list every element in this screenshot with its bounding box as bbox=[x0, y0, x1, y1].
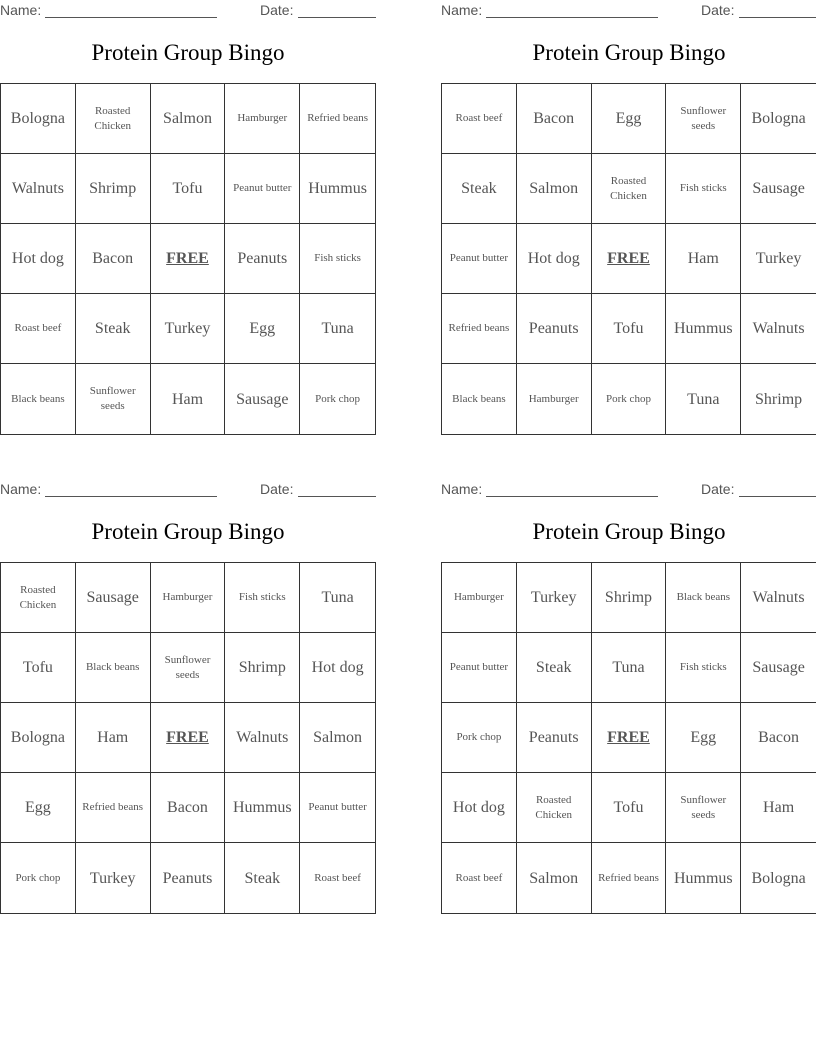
bingo-cell: Turkey bbox=[76, 843, 151, 913]
bingo-card-1 bbox=[0, 0, 376, 440]
bingo-card-4 bbox=[441, 479, 816, 919]
bingo-cell: Walnuts bbox=[225, 703, 300, 773]
bingo-cell: Salmon bbox=[517, 843, 592, 913]
bingo-grid bbox=[441, 83, 816, 435]
bingo-cell: Tofu bbox=[151, 154, 226, 224]
name-blank-line bbox=[45, 17, 217, 18]
bingo-cell: Turkey bbox=[517, 563, 592, 633]
bingo-cell: Peanuts bbox=[225, 224, 300, 294]
name-blank-line bbox=[45, 496, 217, 497]
bingo-cell: Roast beef bbox=[442, 843, 517, 913]
free-space: FREE bbox=[151, 224, 226, 294]
bingo-cell: Roast beef bbox=[442, 84, 517, 154]
bingo-cell: Steak bbox=[442, 154, 517, 224]
card-title: Protein Group Bingo bbox=[532, 519, 726, 544]
bingo-cell: Sausage bbox=[76, 563, 151, 633]
bingo-cell: Hamburger bbox=[517, 364, 592, 434]
free-space: FREE bbox=[151, 703, 226, 773]
bingo-cell: Hamburger bbox=[442, 563, 517, 633]
bingo-cell: Turkey bbox=[151, 294, 226, 364]
bingo-cell: Steak bbox=[517, 633, 592, 703]
free-space: FREE bbox=[592, 224, 667, 294]
name-label: Name: bbox=[441, 481, 483, 497]
bingo-cell: Ham bbox=[151, 364, 226, 434]
bingo-cell: Bologna bbox=[1, 84, 76, 154]
bingo-cell: Black beans bbox=[1, 364, 76, 434]
bingo-cell: Shrimp bbox=[225, 633, 300, 703]
bingo-cell: Hamburger bbox=[151, 563, 226, 633]
bingo-grid bbox=[0, 562, 376, 914]
bingo-cell: Salmon bbox=[151, 84, 226, 154]
bingo-cell: Tofu bbox=[592, 294, 667, 364]
name-label: Name: bbox=[0, 2, 42, 18]
bingo-cell: Bacon bbox=[741, 703, 816, 773]
bingo-cell: Black beans bbox=[666, 563, 741, 633]
bingo-cell: Ham bbox=[666, 224, 741, 294]
bingo-cell: Black beans bbox=[442, 364, 517, 434]
bingo-cell: Roast beef bbox=[1, 294, 76, 364]
bingo-cell: Refried beans bbox=[76, 773, 151, 843]
date-blank-line bbox=[298, 496, 376, 497]
bingo-cell: Peanuts bbox=[517, 294, 592, 364]
bingo-cell: Shrimp bbox=[755, 390, 803, 408]
name-label: Name: bbox=[0, 481, 42, 497]
bingo-cell: Egg bbox=[666, 703, 741, 773]
date-label: Date: bbox=[260, 481, 294, 497]
date-blank-line bbox=[298, 17, 376, 18]
free-space: FREE bbox=[592, 703, 667, 773]
card-title: Protein Group Bingo bbox=[91, 40, 285, 65]
bingo-cell: Egg bbox=[1, 773, 76, 843]
card-header bbox=[0, 479, 376, 501]
bingo-cell: Walnuts bbox=[741, 294, 816, 364]
bingo-cell: Hummus bbox=[666, 843, 741, 913]
bingo-cell: Fish sticks bbox=[666, 154, 741, 224]
bingo-cell: Roasted Chicken bbox=[1, 563, 76, 633]
bingo-cell: Peanuts bbox=[151, 843, 226, 913]
bingo-cell: Bologna bbox=[1, 703, 76, 773]
bingo-cell: Refried beans bbox=[592, 843, 667, 913]
bingo-cell: Black beans bbox=[76, 633, 151, 703]
bingo-cell: Pork chop bbox=[592, 364, 667, 434]
bingo-cell: Shrimp bbox=[76, 154, 151, 224]
bingo-cell: Hummus bbox=[300, 154, 375, 224]
card-header bbox=[441, 0, 816, 22]
name-label: Name: bbox=[441, 2, 483, 18]
bingo-cell: Salmon bbox=[300, 703, 375, 773]
bingo-cell: Fish sticks bbox=[666, 633, 741, 703]
bingo-cell: Tofu bbox=[1, 633, 76, 703]
bingo-cell: Peanuts bbox=[517, 703, 592, 773]
date-blank-line bbox=[739, 17, 816, 18]
bingo-cell: Egg bbox=[592, 84, 667, 154]
bingo-cell: Hot dog bbox=[442, 773, 517, 843]
bingo-cell: Tuna bbox=[300, 294, 375, 364]
bingo-cell: Walnuts bbox=[741, 563, 816, 633]
bingo-cell: Tofu bbox=[592, 773, 667, 843]
bingo-cell: Fish sticks bbox=[300, 224, 375, 294]
date-label: Date: bbox=[701, 481, 735, 497]
bingo-cell: Sausage bbox=[225, 364, 300, 434]
bingo-cell: Steak bbox=[225, 843, 300, 913]
bingo-cell: Fish sticks bbox=[225, 563, 300, 633]
bingo-cell: Roast beef bbox=[314, 871, 361, 884]
bingo-cell: Bologna bbox=[751, 869, 806, 887]
name-blank-line bbox=[486, 496, 658, 497]
bingo-cell: Sunflower seeds bbox=[666, 84, 741, 154]
bingo-cell: Bacon bbox=[151, 773, 226, 843]
bingo-cell: Steak bbox=[76, 294, 151, 364]
bingo-cell: Ham bbox=[741, 773, 816, 843]
bingo-cell: Hummus bbox=[225, 773, 300, 843]
bingo-grid bbox=[441, 562, 816, 914]
bingo-cell: Peanut butter bbox=[300, 773, 375, 843]
bingo-cell: Ham bbox=[76, 703, 151, 773]
name-blank-line bbox=[486, 17, 658, 18]
date-label: Date: bbox=[260, 2, 294, 18]
date-label: Date: bbox=[701, 2, 735, 18]
bingo-cell: Peanut butter bbox=[442, 633, 517, 703]
bingo-cell: Pork chop bbox=[315, 392, 361, 405]
bingo-cell: Roasted Chicken bbox=[517, 773, 592, 843]
bingo-cell: Sunflower seeds bbox=[76, 364, 151, 434]
bingo-cell: Walnuts bbox=[1, 154, 76, 224]
bingo-card-2 bbox=[441, 0, 816, 440]
bingo-cell: Tuna bbox=[666, 364, 741, 434]
bingo-cell: Sausage bbox=[741, 633, 816, 703]
bingo-cell: Sausage bbox=[741, 154, 816, 224]
bingo-card-3 bbox=[0, 479, 376, 919]
bingo-cell: Bacon bbox=[517, 84, 592, 154]
bingo-cell: Bacon bbox=[76, 224, 151, 294]
bingo-cell: Salmon bbox=[517, 154, 592, 224]
bingo-cell: Roasted Chicken bbox=[76, 84, 151, 154]
card-header bbox=[441, 479, 816, 501]
card-header bbox=[0, 0, 376, 22]
bingo-cell: Peanut butter bbox=[442, 224, 517, 294]
bingo-cell: Refried beans bbox=[442, 294, 517, 364]
bingo-cell: Turkey bbox=[741, 224, 816, 294]
bingo-cell: Peanut butter bbox=[225, 154, 300, 224]
bingo-cell: Egg bbox=[225, 294, 300, 364]
bingo-cell: Shrimp bbox=[592, 563, 667, 633]
date-blank-line bbox=[739, 496, 816, 497]
bingo-cell: Hummus bbox=[666, 294, 741, 364]
bingo-cell: Bologna bbox=[741, 84, 816, 154]
bingo-cell: Hot dog bbox=[1, 224, 76, 294]
bingo-grid bbox=[0, 83, 376, 435]
bingo-cell: Roasted Chicken bbox=[592, 154, 667, 224]
bingo-cell: Hot dog bbox=[517, 224, 592, 294]
bingo-cell: Hamburger bbox=[225, 84, 300, 154]
bingo-cell: Pork chop bbox=[442, 703, 517, 773]
bingo-cell: Sunflower seeds bbox=[666, 773, 741, 843]
bingo-cell: Tuna bbox=[300, 563, 375, 633]
bingo-cell: Pork chop bbox=[1, 843, 76, 913]
bingo-cell: Hot dog bbox=[300, 633, 375, 703]
card-title: Protein Group Bingo bbox=[532, 40, 726, 65]
bingo-cell: Refried beans bbox=[300, 84, 375, 154]
bingo-cell: Sunflower seeds bbox=[151, 633, 226, 703]
bingo-cell: Tuna bbox=[592, 633, 667, 703]
card-title: Protein Group Bingo bbox=[91, 519, 285, 544]
